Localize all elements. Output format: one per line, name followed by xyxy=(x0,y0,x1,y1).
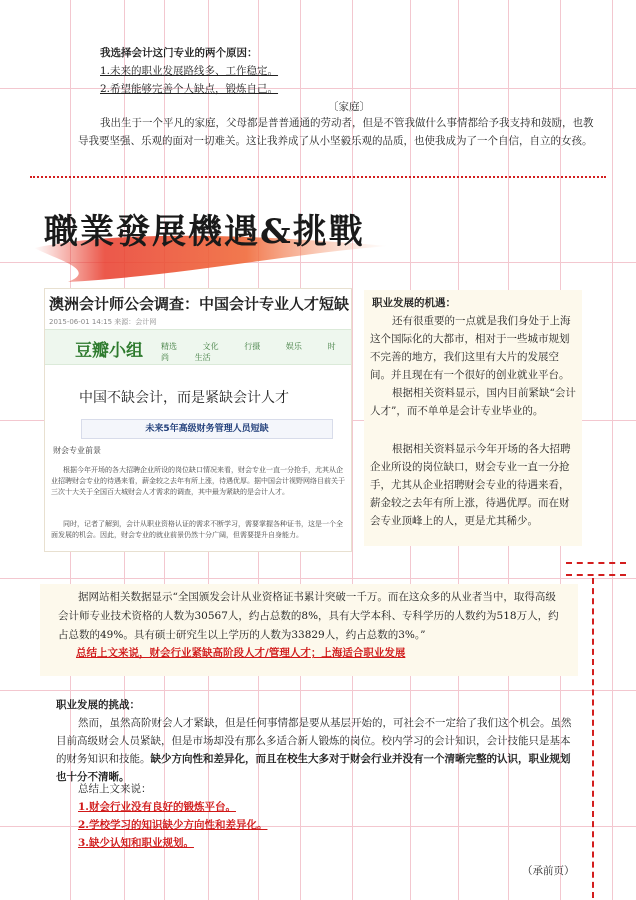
dashed-frame xyxy=(566,562,626,564)
article-subheadline: 中国不缺会计，而是紧缺会计人才 xyxy=(79,390,289,406)
article-body: 根据今年开场的各大招聘企业所设的岗位缺口情况来看，财会专业一直一分抢手，尤其从企业招聘财会专业的待遇来看，薪金较之去年有所上涨，待遇优厚。据中国会计视野网络目前关于三次十大关于全国百大城财会人才需求的调查，其中最为紧缺的是会计人才。 xyxy=(51,466,345,496)
family-paragraph: 我出生于一个平凡的家庭，父母都是普普通通的劳动者，但是不管我做什么事情都给予我支持和鼓励，也教导我要坚强、乐观的面对一切难关。这让我养成了从小坚毅乐观的品质，也使我成为了一个自信，自立的女孩。 xyxy=(78,117,594,147)
nav-item[interactable]: 时尚 xyxy=(161,342,336,362)
challenge-point: 1.财会行业没有良好的锻炼平台。 xyxy=(78,801,236,813)
opportunity-paragraph: 根据相关资料显示，国内目前紧缺“会计人才”，而不单单是会计专业毕业的。 xyxy=(370,387,576,417)
article-banner-note: 未来5年高级财务管理人员短缺 xyxy=(81,419,333,439)
article-meta: 2015-06-01 14:15 来源：会计网 xyxy=(49,318,157,326)
challenge-text: 然而，虽然高阶财会人才紧缺，但是任何事情都是要从基层开始的，可社会不一定给了我们这个机会。虽然目前高级财会人员紧缺，但是市场却没有那么多适合新人锻炼的岗位。校内学习的会计知识，会计技能只是基本的财务知识和技能。 xyxy=(56,717,572,765)
nav-item[interactable]: 精选 xyxy=(161,342,177,351)
article-section: 财会专业前景 xyxy=(53,446,101,455)
stats-box xyxy=(40,584,578,676)
grid-line xyxy=(0,578,636,579)
douban-nav xyxy=(161,341,351,363)
reasons-title: 我选择会计这门专业的两个原因： xyxy=(100,47,258,59)
continued-label: （承前页） xyxy=(522,865,575,877)
nav-item[interactable]: 文化 xyxy=(202,342,219,351)
nav-item[interactable]: 生活 xyxy=(194,353,211,362)
challenge-point: 3.缺少认知和职业规划。 xyxy=(78,837,194,849)
reason-item: 2.希望能够完善个人缺点，锻炼自己。 xyxy=(100,83,279,95)
opportunity-paragraph: 还有很重要的一点就是我们身处于上海这个国际化的大都市，相对于一些城市规划不完善的地方，我们这里有大片的发展空间。并且现在有一个很好的创业就业平台。 xyxy=(370,315,571,381)
article-screenshot xyxy=(44,288,352,552)
challenge-text-emphasis: 缺少方向性和差异化，而且在校生大多对于财会行业并没有一个清晰完整的认识，职业规划也十分不清晰。 xyxy=(56,753,571,783)
grid-line xyxy=(0,690,636,691)
grid-line xyxy=(612,0,613,900)
dashed-frame xyxy=(566,574,626,576)
opportunity-paragraph: 根据相关资料显示今年开场的各大招聘企业所设的岗位缺口，财会专业一直一分抢手，尤其从企业招聘财会专业的待遇来看，薪金较之去年有所上涨，待遇优厚。而在财会专业顶峰上的人，更是尤其稀少。 xyxy=(370,443,571,527)
nav-item[interactable]: 行摄 xyxy=(244,342,261,351)
banner-title: 職業發展機遇&挑戰 xyxy=(44,212,365,252)
article-body: 同时，记者了解到，会计从职业资格认证的需求不断学习，需要掌握各种证书，这是一个全面发展的机会。因此，财会专业的就业前景仍然十分广阔，但需要提升自身能力。 xyxy=(51,520,343,539)
opportunity-box xyxy=(364,290,582,546)
douban-logo: 豆瓣小组 xyxy=(75,341,143,361)
divider xyxy=(30,176,606,178)
challenge-summary-intro: 总结上文来说： xyxy=(78,783,152,795)
challenge-point: 2.学校学习的知识缺少方向性和差异化。 xyxy=(78,819,268,831)
challenge-title: 职业发展的挑战： xyxy=(56,699,140,711)
opportunity-title: 职业发展的机遇： xyxy=(372,297,456,309)
nav-item[interactable]: 娱乐 xyxy=(285,342,302,351)
stats-paragraph: 据网站相关数据显示“全国颁发会计从业资格证书累计突破一千万。而在这众多的从业者当中，取得高级会计师专业技术资格的人数为30567人，约占总数的8%，具有大学本科、专科学历的人数约为518万人，约占总数的49%。具有硕士研究生以上学历的人数为33829人，约占总数的3%。” xyxy=(58,591,559,641)
family-tag: 〔家庭〕 xyxy=(328,101,370,113)
dashed-frame xyxy=(592,578,594,898)
douban-header xyxy=(45,329,351,365)
reason-item: 1.未来的职业发展路线多、工作稳定。 xyxy=(100,65,279,77)
article-headline: 澳洲会计师公会调查：中国会计专业人才短缺 xyxy=(49,295,350,313)
grid-line xyxy=(0,88,636,89)
challenge-paragraph xyxy=(56,714,576,786)
stats-summary: 总结上文来说，财会行业紧缺高阶段人才/管理人才；上海适合职业发展 xyxy=(76,647,406,659)
